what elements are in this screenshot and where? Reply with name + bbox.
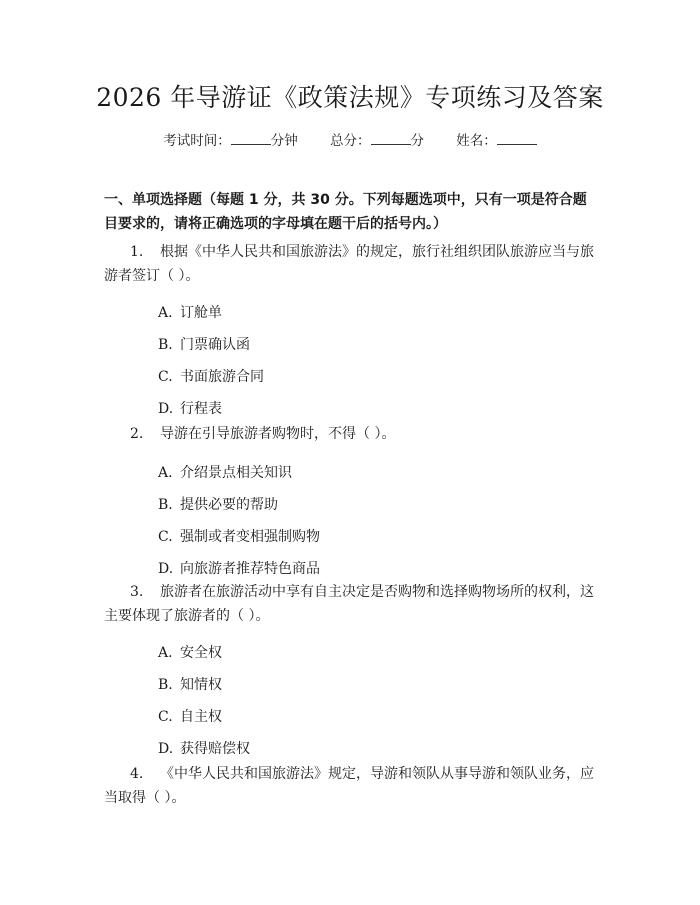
option-text: 书面旅游合同 <box>180 369 264 385</box>
option-letter: C. <box>158 709 173 725</box>
total-score-unit: 分 <box>410 133 424 149</box>
option-letter: A. <box>158 465 173 481</box>
question-number: 2. <box>130 426 144 442</box>
option-item[interactable] <box>158 334 598 356</box>
name-field <box>456 130 537 151</box>
question-stem <box>104 422 600 446</box>
total-score-blank[interactable] <box>371 130 411 145</box>
option-text: 获得赔偿权 <box>180 741 250 757</box>
question-3 <box>104 580 600 628</box>
option-text: 门票确认函 <box>180 337 250 353</box>
question-text: 导游在引导旅游者购物时，不得（ ）。 <box>160 426 396 442</box>
section-heading: 一、单项选择题（每题 1 分，共 30 分。下列每题选项中，只有一项是符合题目要求的，请将正确选项的字母填在题干后的括号内。） <box>104 192 587 232</box>
option-text: 介绍景点相关知识 <box>180 465 292 481</box>
exam-info-line <box>0 130 700 151</box>
option-item[interactable] <box>158 366 598 388</box>
option-text: 强制或者变相强制购物 <box>180 529 320 545</box>
option-letter: A. <box>158 305 173 321</box>
exam-time-label: 考试时间： <box>163 133 231 149</box>
name-blank[interactable] <box>497 130 537 145</box>
option-letter: B. <box>158 337 173 353</box>
option-letter: D. <box>158 741 174 757</box>
option-text: 自主权 <box>180 709 222 725</box>
page-title: 2026 年导游证《政策法规》专项练习及答案 <box>96 83 604 112</box>
question-text: 《中华人民共和国旅游法》规定，导游和领队从事导游和领队业务，应当取得（ ）。 <box>104 766 594 806</box>
question-text: 旅游者在旅游活动中享有自主决定是否购物和选择购物场所的权利，这主要体现了旅游者的（ ）。 <box>104 584 594 624</box>
option-item[interactable] <box>158 642 598 664</box>
option-item[interactable] <box>158 302 598 324</box>
option-item[interactable] <box>158 738 598 760</box>
total-score-field <box>330 130 424 151</box>
option-text: 提供必要的帮助 <box>180 497 278 513</box>
question-number: 3. <box>130 584 144 600</box>
option-letter: B. <box>158 677 173 693</box>
question-number: 1. <box>130 244 144 260</box>
exam-time-unit: 分钟 <box>270 133 298 149</box>
question-text: 根据《中华人民共和国旅游法》的规定，旅行社组织团队旅游应当与旅游者签订（ ）。 <box>104 244 594 284</box>
option-item[interactable] <box>158 706 598 728</box>
option-text: 行程表 <box>180 401 222 417</box>
option-item[interactable] <box>158 494 598 516</box>
option-letter: D. <box>158 561 174 577</box>
option-letter: A. <box>158 645 173 661</box>
question-number: 4. <box>130 766 144 782</box>
option-text: 向旅游者推荐特色商品 <box>180 561 320 577</box>
option-text: 知情权 <box>180 677 222 693</box>
question-2 <box>104 422 600 446</box>
question-stem <box>104 762 600 810</box>
total-score-label: 总分： <box>330 133 371 149</box>
option-letter: B. <box>158 497 173 513</box>
option-letter: C. <box>158 529 173 545</box>
option-item[interactable] <box>158 558 598 580</box>
option-item[interactable] <box>158 462 598 484</box>
option-text: 安全权 <box>180 645 222 661</box>
option-letter: D. <box>158 401 174 417</box>
option-text: 订舱单 <box>180 305 222 321</box>
question-4 <box>104 762 600 810</box>
option-letter: C. <box>158 369 173 385</box>
name-label: 姓名： <box>456 133 497 149</box>
option-item[interactable] <box>158 526 598 548</box>
exam-time-blank[interactable] <box>231 130 271 145</box>
question-1 <box>104 240 600 288</box>
option-item[interactable] <box>158 674 598 696</box>
question-stem <box>104 240 600 288</box>
option-item[interactable] <box>158 398 598 420</box>
exam-time-field <box>163 130 298 151</box>
question-stem <box>104 580 600 628</box>
